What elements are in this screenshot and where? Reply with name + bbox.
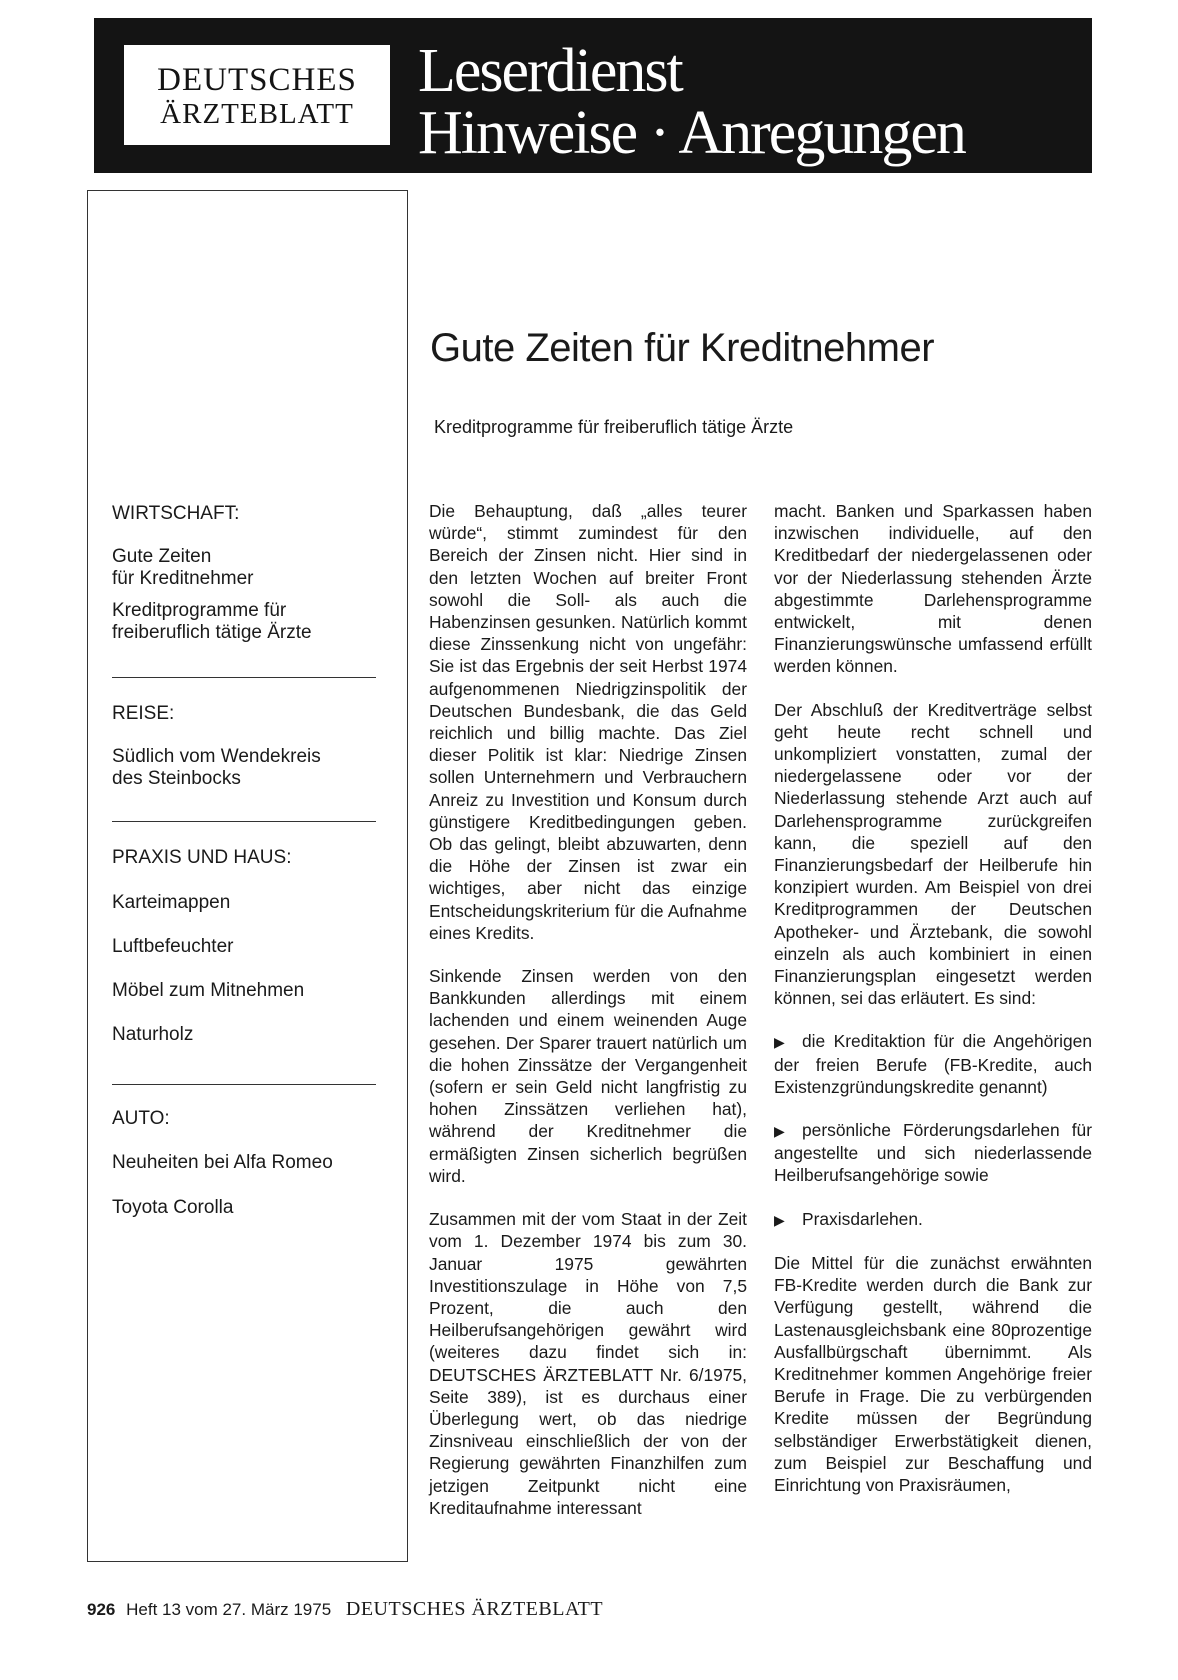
bullet-text: die Kreditaktion für die Angehörigen der freien Berufe (FB-Kredite, auch Existenzgründungskredite genannt) (774, 1031, 1092, 1097)
bullet-item (774, 1119, 1092, 1187)
triangle-bullet-icon: ▶ (774, 1123, 785, 1140)
page-footer (87, 1598, 603, 1621)
paragraph: Der Abschluß der Kreditverträge selbst geht heute recht schnell und unkompliziert vonstatten, zumal der niedergelassene oder vor der Niederlassung stehende Arzt auch auf Darlehensprogramme zurückgreifen kann, die speziell auf den Finanzierungsbedarf der Heilberufe hin konzipiert wurden. Am Beispiel von drei Kreditprogrammen der Deutschen Apotheker- und Ärztebank, die sowohl einzeln als auch kombiniert in einen Finanzierungsplan eingesetzt werden können, sei das erläutert. Es sind: (774, 699, 1092, 1009)
masthead (94, 18, 1092, 173)
paragraph: Sinkende Zinsen werden von den Bankkunden allerdings mit einem lachenden und einem weinenden Auge gesehen. Der Sparer trauert natürlich um die hohen Zinssätze der Vergangenheit (sofern er sein Geld nicht langfristig zu hohen Zinssätzen verliehen hat), während der Kreditnehmer die ermäßigten Zinsen sicherlich begrüßen wird. (429, 966, 747, 1186)
bullet-text: persönliche Förderungsdarlehen für angestellte und sich niederlassende Heilberufsangehörige sowie (774, 1120, 1092, 1186)
bullet-item (774, 1208, 1092, 1231)
triangle-bullet-icon: ▶ (774, 1034, 785, 1051)
paragraph: Die Mittel für die zunächst erwähnten FB-Kredite werden durch die Bank zur Verfügung gestellt, während die Lastenausgleichsbank eine 80prozentige Ausfallbürgschaft übernimmt. Als Kreditnehmer kommen Angehörige freier Berufe in Frage. Die zu verbürgenden Kredite müssen der Begründung selbständiger Erwerbstätigkeit dienen, zum Beispiel zur Beschaffung und Einrichtung von Praxisräumen, (774, 1252, 1092, 1495)
sidebar-item-text: Karteimappen (112, 892, 231, 913)
sidebar-heading-auto: AUTO: (112, 1108, 170, 1129)
magazine-logo (124, 45, 390, 145)
sidebar-item-text: Kreditprogramme für (112, 600, 287, 621)
logo-line-2: ÄRZTEBLATT (160, 98, 354, 130)
sidebar-item-text: des Steinbocks (112, 768, 241, 789)
sidebar-divider (112, 1084, 376, 1085)
sidebar-item-text: Luftbefeuchter (112, 936, 234, 957)
sidebar-heading-praxis-und-haus: PRAXIS UND HAUS: (112, 847, 292, 868)
section-title-line-2: Hinweise · Anregungen (418, 99, 965, 167)
paragraph: macht. Banken und Sparkassen haben inzwischen individuelle, auf den Kreditbedarf der niedergelassenen oder vor der Niederlassung stehenden Ärzte abgestimmte Darlehensprogramme entwickelt, mit denen Finanzierungswünsche umfassend erfüllt werden können. (774, 501, 1092, 677)
article-column-2 (774, 500, 1092, 1496)
sidebar-heading-wirtschaft: WIRTSCHAFT: (112, 503, 240, 524)
sidebar-divider (112, 821, 376, 822)
bullet-text: Praxisdarlehen. (802, 1208, 923, 1229)
sidebar-item-text: freiberuflich tätige Ärzte (112, 622, 312, 643)
section-title-line-1: Leserdienst (418, 37, 682, 105)
bullet-item (774, 1030, 1092, 1098)
sidebar-item-text: Toyota Corolla (112, 1197, 234, 1218)
sidebar-item-text: Möbel zum Mitnehmen (112, 980, 305, 1001)
magazine-name: DEUTSCHES ÄRZTEBLATT (345, 1598, 604, 1620)
logo-line-1: DEUTSCHES (157, 62, 357, 98)
sidebar-item-text: Südlich vom Wendekreis (112, 746, 321, 767)
triangle-bullet-icon: ▶ (774, 1211, 785, 1228)
sidebar-item-text: Naturholz (112, 1024, 194, 1045)
sidebar-item-text: für Kreditnehmer (112, 568, 254, 589)
paragraph: Zusammen mit der vom Staat in der Zeit vom 1. Dezember 1974 bis zum 30. Januar 1975 gewährten Investitionszulage in Höhe von 7,5 Prozent, die auch den Heilberufsangehörigen gewährt wird (weiteres dazu findet sich in: DEUTSCHES ÄRZTEBLATT Nr. 6/1975, Seite 389), ist es durchaus einer Überlegung wert, ob das niedrige Zinsniveau einschließlich der von der Regierung gewährten Finanzhilfen zum jetzigen Zeitpunkt nicht eine Kreditaufnahme interessant (429, 1209, 747, 1518)
sidebar-heading-reise: REISE: (112, 703, 175, 724)
sidebar-frame (87, 190, 408, 1562)
article-subtitle: Kreditprogramme für freiberuflich tätige Ärzte (434, 417, 794, 437)
sidebar-divider (112, 677, 376, 678)
article-column-1 (429, 500, 747, 1519)
sidebar-item-text: Gute Zeiten (112, 546, 212, 567)
issue-info: Heft 13 vom 27. März 1975 (126, 1600, 332, 1619)
paragraph: Die Behauptung, daß „alles teurer würde“, stimmt zumindest für den Bereich der Zinsen nicht. Hier sind in den letzten Wochen auf breiter Front sowohl die Soll- als auch die Habenzinsen gesunken. Natürlich kommt diese Zinssenkung nicht von ungefähr: Sie ist das Ergebnis der seit Herbst 1974 aufgenommenen Niedrigzinspolitik der Deutschen Bundesbank, die das Geld reichlich und billig machte. Das Ziel dieser Politik ist klar: Niedrige Zinsen sollen Unternehmern und Verbrauchern Anreiz zu Investition und Konsum durch günstigere Kreditbedingungen geben. Ob das gelingt, bleibt abzuwarten, denn die Höhe der Zinsen ist zwar ein wichtiges, aber nicht das einzige Entscheidungskriterium für die Aufnahme eines Kredits. (429, 501, 747, 943)
sidebar-item-text: Neuheiten bei Alfa Romeo (112, 1152, 333, 1173)
page-number: 926 (87, 1600, 116, 1619)
article-title: Gute Zeiten für Kreditnehmer (430, 326, 935, 370)
